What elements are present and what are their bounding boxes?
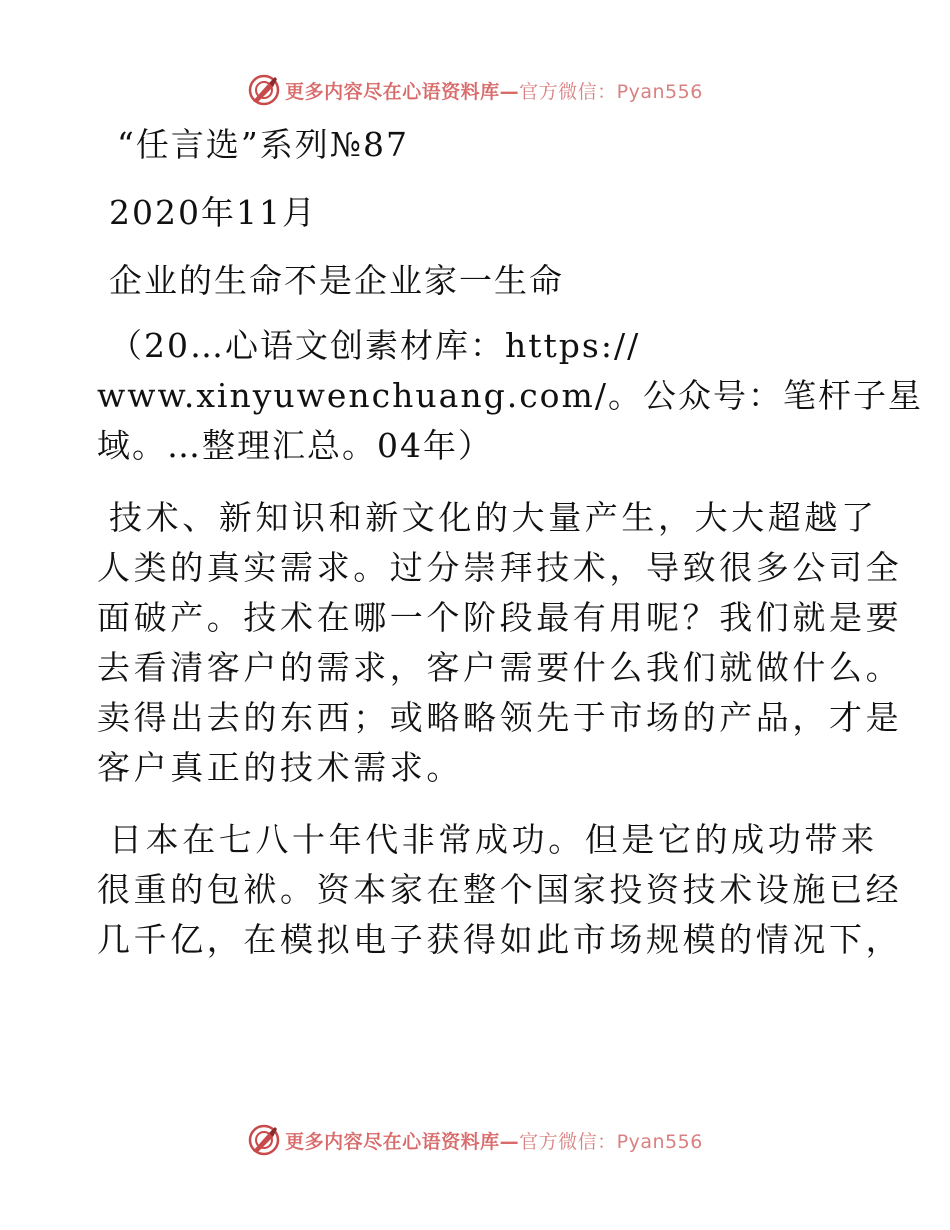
watermark-wechat-label: 官方微信：Pyan556	[519, 80, 703, 103]
paragraph-1	[97, 493, 903, 793]
paragraph-2	[97, 815, 903, 965]
watermark-brand-text: 更多内容尽在心语资料库	[285, 1130, 500, 1153]
source-note-line: 域。…整理汇总。04年）	[97, 426, 493, 465]
paragraph-line: 去看清客户的需求，客户需要什么我们就做什么。	[97, 648, 903, 687]
pen-nib-logo-icon	[247, 1123, 281, 1157]
series-label: “任言选”系列№87	[117, 125, 409, 164]
pen-nib-logo-icon	[247, 73, 281, 107]
source-note-line: www.xinyuwenchuang.com/。公众号：笔杆子星	[97, 376, 923, 415]
source-note	[97, 321, 923, 471]
paragraph-line: 面破产。技术在哪一个阶段最有用呢？我们就是要	[97, 598, 903, 637]
source-note-line: （20…心语文创素材库：https://	[109, 326, 641, 365]
paragraph-line: 卖得出去的东西；或略略领先于市场的产品，才是	[97, 698, 903, 737]
document-body	[97, 120, 923, 965]
watermark-brand-text: 更多内容尽在心语资料库	[285, 80, 500, 103]
document-title: 企业的生命不是企业家一生命	[109, 261, 564, 300]
paragraph-line: 人类的真实需求。过分崇拜技术，导致很多公司全	[97, 548, 903, 587]
watermark-wechat-label: 官方微信：Pyan556	[519, 1130, 703, 1153]
watermark-dash: —	[499, 80, 520, 103]
paragraph-line: 日本在七八十年代非常成功。但是它的成功带来	[109, 820, 878, 859]
paragraph-line: 客户真正的技术需求。	[97, 748, 463, 787]
footer-watermark-banner	[0, 1120, 950, 1160]
document-date: 2020年11月	[109, 193, 317, 232]
paragraph-line: 几千亿，在模拟电子获得如此市场规模的情况下，	[97, 920, 903, 959]
header-watermark-banner	[0, 70, 950, 110]
paragraph-line: 技术、新知识和新文化的大量产生，大大超越了	[109, 498, 878, 537]
watermark-dash: —	[499, 1130, 520, 1153]
paragraph-line: 很重的包袱。资本家在整个国家投资技术设施已经	[97, 870, 903, 909]
